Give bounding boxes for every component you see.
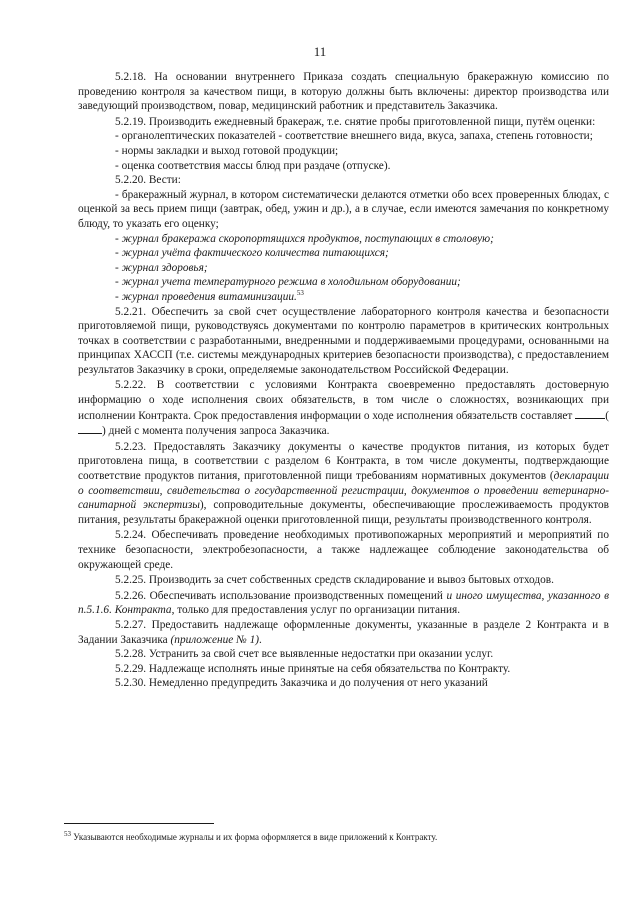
paragraph-5-2-19: 5.2.19. Производить ежедневный бракераж, т.е. снятие пробы приготовленной пищи, путём оценки: xyxy=(115,115,596,128)
paragraph-text-italic: и иного имущества, указанного в п.5.1.6. Контракта xyxy=(78,589,609,617)
footnote-separator xyxy=(64,823,214,824)
blank-field xyxy=(78,423,102,434)
paragraph-text: . xyxy=(259,633,262,646)
page-number: 11 xyxy=(313,44,327,59)
list-item: - нормы закладки и выход готовой продукции; xyxy=(115,144,339,157)
paragraph-5-2-24: 5.2.24. Обеспечивать проведение необходимых противопожарных мероприятий и мероприятий по технике безопасности, электробезопасности, а также надлежащее соблюдение законодательства об окружающей среде. xyxy=(78,529,609,571)
paragraph-text: , только для предоставления услуг по организации питания. xyxy=(171,604,461,617)
paragraph-5-2-26 xyxy=(78,589,609,618)
blank-field xyxy=(575,408,605,419)
paragraph-text: 5.2.23. Предоставлять Заказчику документы о качестве продуктов питания, из которых будет приготовлена пища, в соответствии с разделом 6 Контракта, в том числе документы, подтверждающие соответствие продуктов питания, приготовленной пищи требованиям нормативных документов ( xyxy=(78,440,609,483)
list-item xyxy=(78,290,609,305)
paragraph-text: ( xyxy=(605,409,609,422)
paragraph-5-2-25: 5.2.25. Производить за счет собственных средств складирование и вывоз бытовых отходов. xyxy=(115,574,554,587)
list-item: - оценка соответствия массы блюд при раздаче (отпуске). xyxy=(115,159,391,172)
document-body xyxy=(78,70,609,691)
list-item: - журнал здоровья; xyxy=(115,261,208,274)
paragraph-5-2-27 xyxy=(78,618,609,647)
paragraph-text: ) дней с момента получения запроса Заказчика. xyxy=(102,425,330,438)
list-item: - органолептических показателей - соответствие внешнего вида, вкуса, запаха, степень готовности; xyxy=(115,130,593,143)
paragraph-text-italic: декларации о соответствии, свидетельства о государственной регистрации, документов о проведении ветеринарно-санитарной экспертизы xyxy=(78,470,609,512)
list-item: - журнал бракеража скоропортящихся продуктов, поступающих в столовую; xyxy=(115,232,494,245)
list-item-text: - журнал проведения витаминизации. xyxy=(115,290,297,303)
paragraph-text: ), сопроводительные документы, обеспечивающие прослеживаемость продуктов питания, результаты бракеражной оценки приготовленной пищи, результаты производственного контроля. xyxy=(78,499,609,526)
paragraph-text: 5.2.22. В соответствии с условиями Контракта своевременно предоставлять достоверную информацию о ходе исполнения своих обязательств, в том числе о сложностях, возникающих при исполнении Контракта. Срок предоставления информации о ходе исполнения обязательств составляет xyxy=(78,379,609,422)
list-item: - бракеражный журнал, в котором систематически делаются отметки обо всех проверенных блюдах, с оценкой за весь прием пищи (завтрак, обед, ужин и др.), а в случае, если имеются замечания по конкретному блюду, то указать его оценку; xyxy=(78,188,609,230)
list-item: - журнал учёта фактического количества питающихся; xyxy=(115,247,389,260)
paragraph-5-2-18: 5.2.18. На основании внутреннего Приказа создать специальную бракеражную комиссию по проведению контроля за качеством пищи, в которую должны быть включены: директор производства или заведующий производством, повар, медицинский работник и представитель Заказчика. xyxy=(78,71,609,113)
paragraph-text-italic: (приложение № 1) xyxy=(170,633,260,646)
paragraph-5-2-23 xyxy=(78,440,609,528)
list-item: - журнал учета температурного режима в холодильном оборудовании; xyxy=(115,276,461,289)
paragraph-5-2-20: 5.2.20. Вести: xyxy=(115,174,181,187)
footnote xyxy=(64,832,609,843)
footnote-reference: 53 xyxy=(296,289,304,298)
paragraph-5-2-22 xyxy=(78,378,609,438)
paragraph-5-2-21: 5.2.21. Обеспечить за свой счет осуществление лабораторного контроля качества и безопасности приготовляемой пищи, руководствуясь документами по контролю параметров в критических контрольных точках в соответствии с разработанными, внедренными и поддерживаемыми процедурами, основанными на принципах ХАССП (т.е. системы международных критериев безопасности производства), с предоставлением результатов Заказчику в сроки, определяемые законодательством Российской Федерации. xyxy=(78,305,609,376)
paragraph-5-2-29: 5.2.29. Надлежаще исполнять иные принятые на себя обязательства по Контракту. xyxy=(115,662,511,675)
paragraph-5-2-28: 5.2.28. Устранить за свой счет все выявленные недостатки при оказании услуг. xyxy=(115,648,494,661)
paragraph-5-2-30: 5.2.30. Немедленно предупредить Заказчика и до получения от него указаний xyxy=(115,677,488,690)
paragraph-text: 5.2.27. Предоставить надлежаще оформленные документы, указанные в разделе 2 Контракта и в Задании Заказчика xyxy=(78,618,609,646)
footnote-text: Указываются необходимые журналы и их форма оформляется в виде приложений к Контракту. xyxy=(71,832,438,842)
footnote-marker: 53 xyxy=(64,830,71,838)
paragraph-text: 5.2.26. Обеспечивать использование производственных помещений xyxy=(115,589,443,602)
